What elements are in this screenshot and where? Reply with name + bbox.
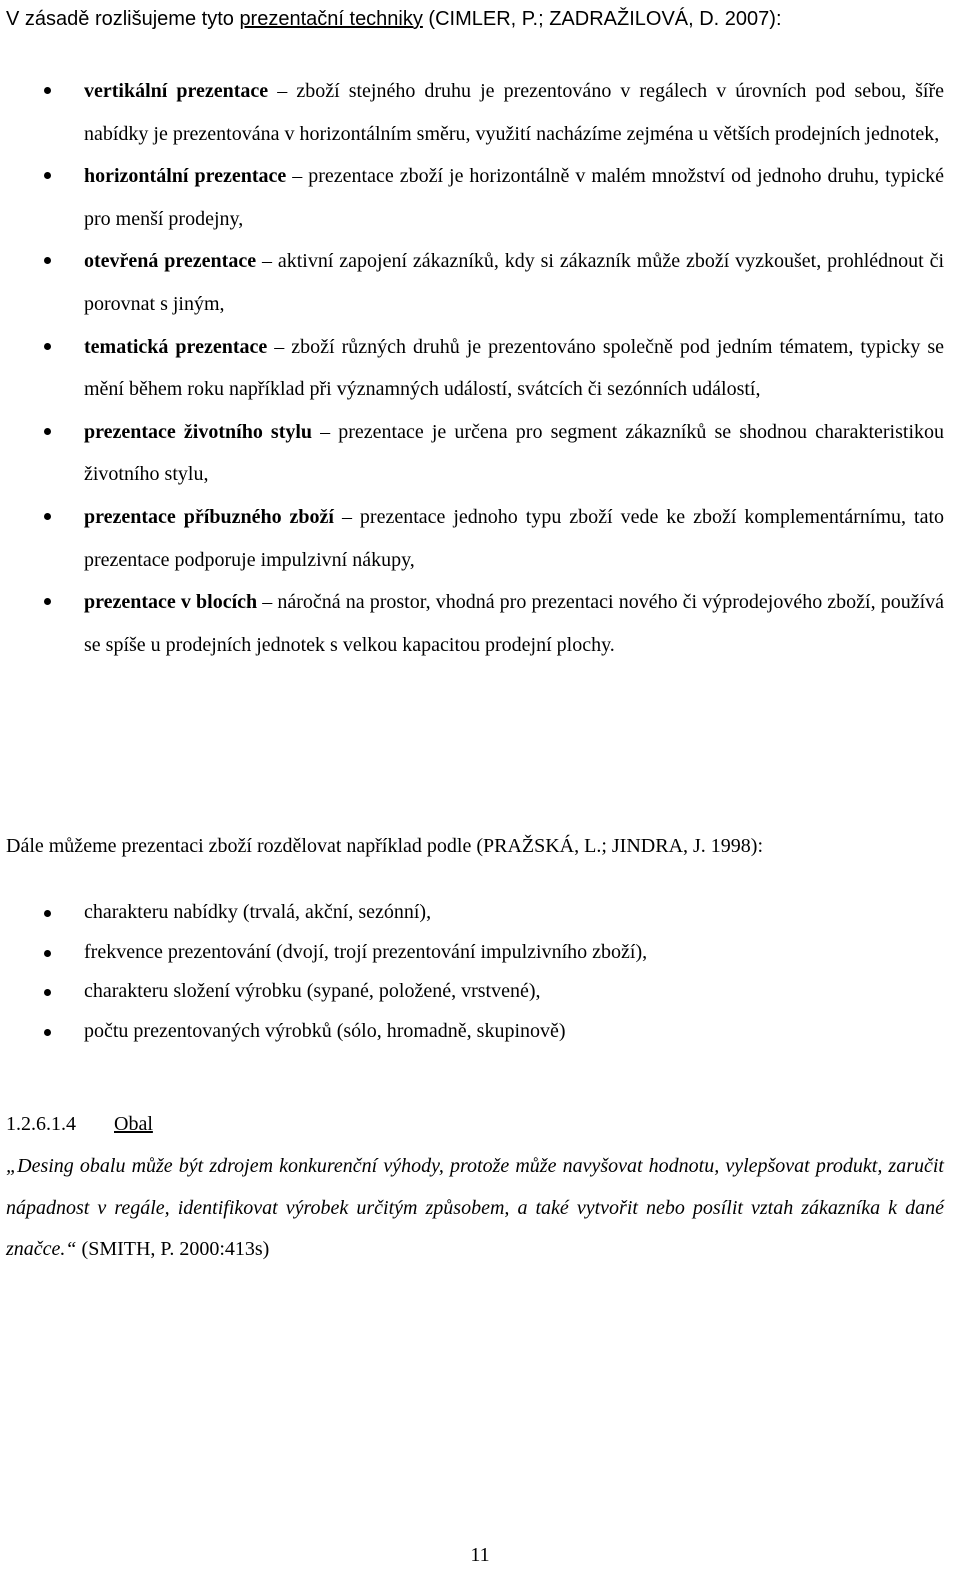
intro-link[interactable]: prezentační techniky	[239, 8, 423, 30]
division-text: charakteru složení výrobku (sypané, položené, vrstvené),	[84, 980, 541, 1002]
division-text: počtu prezentovaných výrobků (sólo, hromadně, skupinově)	[84, 1019, 566, 1042]
quote-paragraph	[6, 1146, 944, 1271]
division-text: charakteru nabídky (trvalá, akční, sezónní),	[84, 901, 432, 923]
presentation-techniques-list	[0, 70, 944, 666]
division-text: frekvence prezentování (dvojí, trojí prezentování impulzivního zboží),	[84, 940, 648, 963]
quote-text: „Desing obalu může být zdrojem konkurenční výhody, protože může navyšovat hodnotu, vylepšovat produkt, zaručit nápadnost v regále, identifikovat výrobek určitým způsobem, a také vytvořit nebo posílit vztah zákazníka k dané značce.“	[6, 1155, 944, 1261]
dash: –	[261, 250, 272, 273]
list-item	[0, 326, 944, 411]
technique-term: horizontální prezentace	[84, 165, 287, 188]
dash: –	[274, 335, 285, 358]
quote-citation: (SMITH, P. 2000:413s)	[76, 1238, 270, 1261]
dash: –	[277, 80, 288, 102]
list-item	[0, 972, 944, 1012]
list-item	[0, 411, 944, 496]
dash: –	[320, 420, 331, 443]
technique-term: prezentace životního stylu	[84, 420, 313, 443]
section-number: 1.2.6.1.4	[6, 1113, 76, 1135]
technique-description: zboží různých druhů je prezentováno společně pod jedním tématem, typicky se mění během roku například při významných událostí, svátcích či sezónních událostí,	[84, 335, 944, 401]
bullet-icon	[44, 1029, 51, 1036]
list-item	[0, 240, 944, 325]
bullet-icon	[44, 87, 51, 94]
section-title: Obal	[114, 1113, 153, 1135]
technique-term: prezentace příbuzného zboží	[84, 505, 334, 528]
technique-term: tematická prezentace	[84, 335, 268, 358]
intro-paragraph	[6, 2, 946, 36]
technique-description: prezentace je určena pro segment zákazníků se shodnou charakteristikou životního stylu,	[84, 420, 944, 486]
list-item	[0, 155, 944, 240]
bullet-icon	[44, 910, 51, 917]
technique-term: vertikální prezentace	[84, 80, 269, 102]
technique-description: prezentace jednoho typu zboží vede ke zboží komplementárnímu, tato prezentace podporuje impulzivní nákupy,	[84, 505, 945, 571]
bullet-icon	[44, 172, 51, 179]
list-item	[0, 933, 944, 973]
section-heading	[6, 1106, 153, 1142]
technique-description: aktivní zapojení zákazníků, kdy si zákazník může zboží vyzkoušet, prohlédnout či porovnat s jiným,	[84, 250, 945, 315]
list-item	[0, 1012, 944, 1052]
bullet-icon	[44, 598, 51, 605]
intro-text-before: V zásadě rozlišujeme tyto	[6, 8, 240, 30]
technique-description: náročná na prostor, vhodná pro prezentaci nového či výprodejového zboží, používá se spíše u prodejních jednotek s velkou kapacitou prodejní plochy.	[84, 591, 945, 656]
bullet-icon	[44, 950, 51, 957]
list-item	[0, 893, 944, 933]
technique-term: otevřená prezentace	[84, 250, 257, 273]
intro-text-after: (CIMLER, P.; ZADRAŽILOVÁ, D. 2007):	[422, 8, 782, 30]
dash: –	[262, 591, 273, 614]
list-item	[0, 496, 944, 581]
list-item	[0, 70, 944, 155]
dash: –	[341, 505, 352, 528]
technique-description: zboží stejného druhu je prezentováno v regálech v úrovních pod sebou, šíře nabídky je prezentována v horizontálním směru, využití nacházíme zejména u větších prodejních jednotek,	[84, 80, 945, 145]
bullet-icon	[44, 343, 51, 350]
bullet-icon	[44, 428, 51, 435]
technique-term: prezentace v blocích	[84, 591, 258, 614]
division-list	[0, 893, 944, 1051]
list-item	[0, 581, 944, 666]
division-intro-paragraph: Dále můžeme prezentaci zboží rozdělovat například podle (PRAŽSKÁ, L.; JINDRA, J. 1998):	[6, 835, 764, 857]
bullet-icon	[44, 257, 51, 264]
bullet-icon	[44, 989, 51, 996]
dash: –	[292, 165, 303, 188]
bullet-icon	[44, 513, 51, 520]
technique-description: prezentace zboží je horizontálně v malém množství od jednoho druhu, typické pro menší prodejny,	[84, 165, 945, 230]
page-number: 11	[470, 1544, 490, 1566]
